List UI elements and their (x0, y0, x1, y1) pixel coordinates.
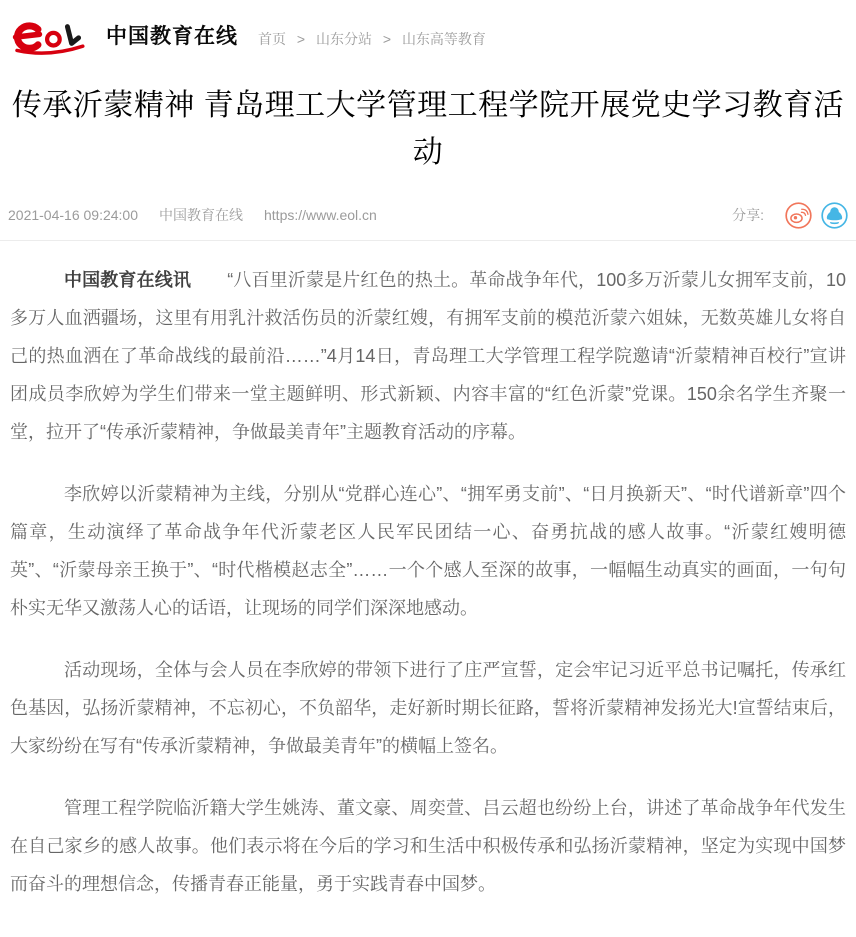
article-paragraph (10, 261, 846, 451)
breadcrumb-shandong-branch[interactable]: 山东分站 (315, 31, 372, 47)
paragraph-text: “八百里沂蒙是片红色的热土。革命战争年代，100多万沂蒙儿女拥军支前，10多万人血洒疆场，这里有用乳汁救活伤员的沂蒙红嫂，有拥军支前的模范沂蒙六姐妹，无数英雄儿女将自己的热血洒在了革命战线的最前沿……”4月14日，青岛理工大学管理工程学院邀请“沂蒙精神百校行”宣讲团成员李欣婷为学生们带来一堂主题鲜明、形式新颖、内容丰富的“红色沂蒙”党课。150余名学生齐聚一堂，拉开了“传承沂蒙精神，争做最美青年”主题教育活动的序幕。 (10, 270, 847, 442)
site-name[interactable]: 中国教育在线 (106, 25, 238, 48)
paragraph-text: 活动现场，全体与会人员在李欣婷的带领下进行了庄严宣誓，定会牢记习近平总书记嘱托，传承红色基因，弘扬沂蒙精神，不忘初心，不负韶华，走好新时期长征路，誓将沂蒙精神发扬光大!宣誓结束后，大家纷纷在写有“传承沂蒙精神，争做最美青年”的横幅上签名。 (10, 660, 846, 756)
breadcrumb (258, 29, 486, 49)
article-paragraph (10, 789, 846, 903)
article-meta (8, 200, 848, 230)
breadcrumb-home[interactable]: 首页 (258, 31, 286, 47)
paragraph-text: 李欣婷以沂蒙精神为主线，分别从“党群心连心”、“拥军勇支前”、“日月换新天”、“时代谱新章”四个篇章，生动演绎了革命战争年代沂蒙老区人民军民团结一心、奋勇抗战的感人故事。“沂蒙红嫂明德英”、“沂蒙母亲王换于”、“时代楷模赵志全”……一个个感人至深的故事，一幅幅生动真实的画面，一句句朴实无华又激荡人心的话语，让现场的同学们深深地感动。 (10, 484, 846, 618)
breadcrumb-shandong-higher-edu[interactable]: 山东高等教育 (401, 31, 486, 47)
breadcrumb-separator: > (382, 31, 392, 47)
share-label: 分享: (732, 207, 764, 223)
article-body (0, 241, 856, 937)
share-group (732, 202, 848, 229)
source-name: 中国教育在线 (159, 207, 243, 223)
source-url: https://www.eol.cn (264, 207, 377, 223)
weibo-share-icon[interactable] (785, 202, 812, 229)
article-paragraph (10, 651, 846, 765)
article-paragraph (10, 475, 846, 627)
article-title: 传承沂蒙精神 青岛理工大学管理工程学院开展党史学习教育活动 (11, 89, 845, 169)
breadcrumb-separator: > (296, 31, 306, 47)
eol-logo-icon (10, 14, 94, 56)
eol-logo[interactable] (10, 14, 94, 56)
paragraph-text: 管理工程学院临沂籍大学生姚涛、董文豪、周奕萱、吕云超也纷纷上台，讲述了革命战争年代发生在自己家乡的感人故事。他们表示将在今后的学习和生活中积极传承和弘扬沂蒙精神，坚定为实现中国梦而奋斗的理想信念，传播青春正能量，勇于实践青春中国梦。 (10, 798, 846, 894)
qq-share-icon[interactable] (821, 202, 848, 229)
paragraph-lead: 中国教育在线讯 (64, 270, 191, 290)
publish-datetime: 2021-04-16 09:24:00 (8, 207, 138, 223)
site-header (0, 0, 856, 58)
